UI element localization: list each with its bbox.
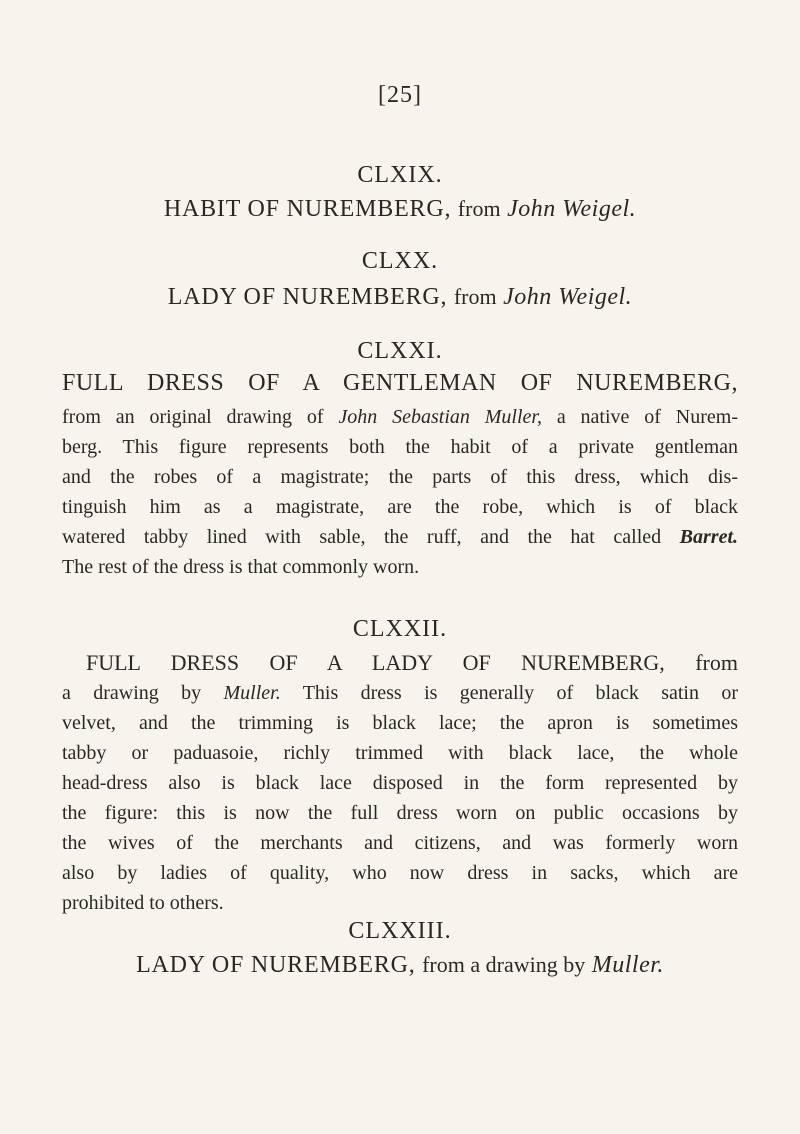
- entry-title: LADY OF NUREMBERG,: [167, 284, 448, 310]
- paragraph-line: watered tabby lined with sable, the ruff, and the hat called Barret.: [62, 526, 738, 548]
- entry-title: FULL DRESS OF A GENTLEMAN OF NUREMBERG,: [62, 370, 738, 396]
- paragraph-line: berg. This figure represents both the habit of a private gentleman: [62, 436, 738, 458]
- entry-heading: [0, 952, 800, 979]
- entry-paragraph: [62, 648, 738, 918]
- paragraph-line: also by ladies of quality, who now dress in sacks, which are: [62, 862, 738, 884]
- entry-author: Muller.: [591, 952, 664, 978]
- entry-numeral: CLXXIII.: [348, 918, 452, 944]
- entry-numeral: CLXIX.: [357, 162, 443, 188]
- entry-numeral: CLXXI.: [357, 338, 443, 364]
- entry-from: from: [453, 284, 497, 309]
- entry-heading: [0, 196, 800, 223]
- entry-paragraph: [62, 402, 738, 582]
- entry-title: HABIT OF NUREMBERG,: [163, 196, 452, 222]
- entry-heading: [0, 284, 800, 311]
- paragraph-line: tabby or paduasoie, richly trimmed with black lace, the whole: [62, 742, 738, 764]
- entry-from: from a drawing by: [422, 952, 586, 977]
- entry-title: LADY OF NUREMBERG,: [136, 952, 416, 978]
- entry-author: John Weigel.: [503, 284, 633, 310]
- paragraph-line: The rest of the dress is that commonly worn.: [62, 556, 420, 578]
- entry-author: John Weigel.: [507, 196, 637, 222]
- paragraph-line: a drawing by Muller. This dress is generally of black satin or: [62, 682, 738, 704]
- entry-from: from: [457, 196, 501, 221]
- paragraph-line: prohibited to others.: [62, 892, 224, 914]
- page-number: [25]: [378, 82, 422, 108]
- paragraph-line: from an original drawing of John Sebastian Muller, a native of Nurem-: [62, 406, 738, 428]
- paragraph-line: and the robes of a magistrate; the parts of this dress, which dis-: [62, 466, 738, 488]
- paragraph-line: head-dress also is black lace disposed in the form represented by: [62, 772, 738, 794]
- entry-numeral: CLXXII.: [352, 616, 448, 642]
- entry-numeral: CLXX.: [361, 248, 439, 274]
- paragraph-line: the figure: this is now the full dress worn on public occasions by: [62, 802, 738, 824]
- paragraph-line: FULL DRESS OF A LADY OF NUREMBERG, from: [86, 650, 738, 675]
- paragraph-line: velvet, and the trimming is black lace; the apron is sometimes: [62, 712, 738, 734]
- paragraph-line: the wives of the merchants and citizens, and was formerly worn: [62, 832, 738, 854]
- paragraph-line: tinguish him as a magistrate, are the robe, which is of black: [62, 496, 738, 518]
